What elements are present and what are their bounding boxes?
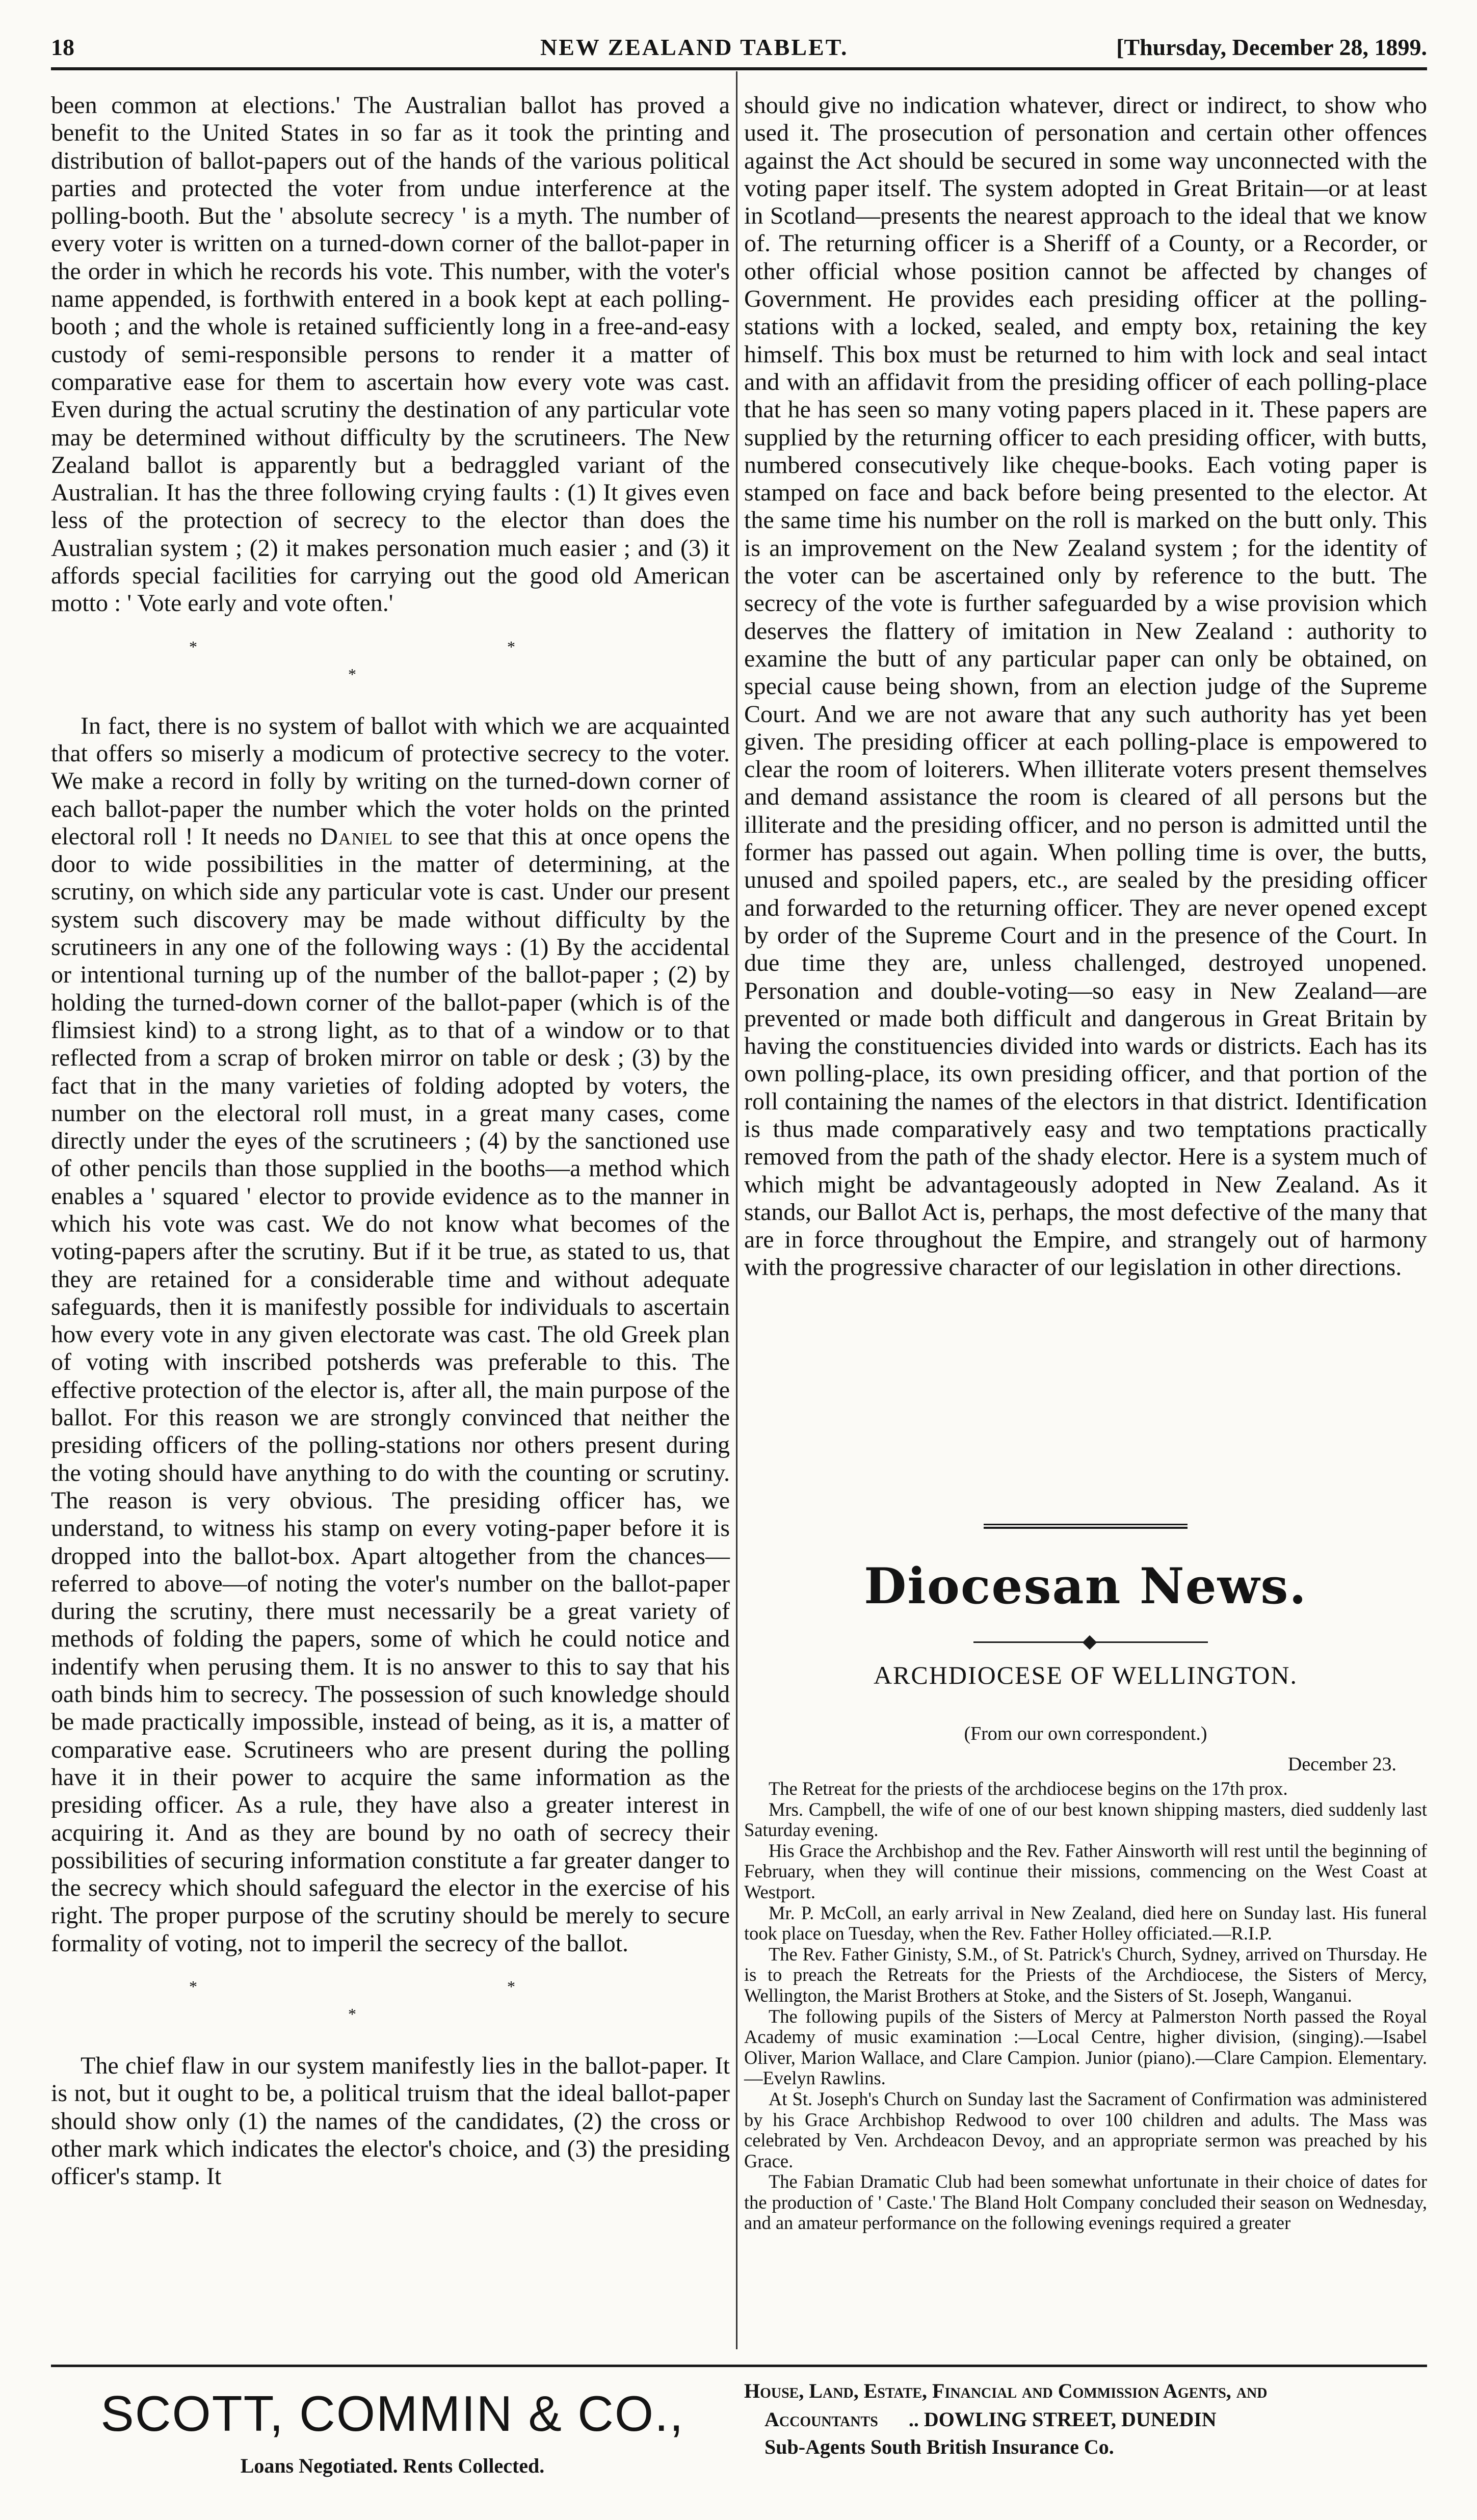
diamond-ornament-icon [1083, 1635, 1097, 1650]
paragraph-2-rest: to see that this at once opens the door to wide possibilities in the matter of determining, at the scrutiny, on which side any particular vote is cast. Under our present system such discovery may be made without difficulty by the scrutineers in any one of the following ways : (1) By the accidental or intentional turning up of the number of the ballot-paper ; (2) by holding the turned-down corner of the ballot-paper (which is of the flimsiest kind) to a strong light, as to that of a window or to that reflected from a scrap of broken mirror on table or desk ; (3) by the fact that in the many varieties of folding adopted by voters, the number on the electoral roll must, in a great many cases, come directly under the eyes of the scrutineers ; (4) by the sanctioned use of other pencils than those supplied in the booths—a method which enables a ' squared ' elector to provide evidence as to the manner in which his vote was cast. We do not know what becomes of the voting-papers after the scrutiny. But if it be true, as stated to us, that they are retained for a considerable time and without adequate safeguards, then it is manifestly possible for individuals to ascertain how every vote in any given electorate was cast. The old Greek plan of voting with inscribed potsherds was preferable to this. The effective protection of the elector is, after all, the main purpose of the ballot. For this reason we are strongly convinced that neither the presiding officers of the polling-stations nor others present during the voting should have anything to do with the counting or scrutiny. The reason is very obvious. The presiding officer has, we understand, to witness his stamp on every voting-paper before it is dropped into the ballot-box. Apart altogether from the chances—referred to above—of noting the voter's number on the ballot-paper during the scrutiny, there must necessarily be a great variety of methods of folding the papers, some of which he could notice and indentify when perusing them. It is no answer to this to say that his oath binds him to secrecy. The possession of such knowledge should be made practically impossible, instead of being, as it is, a matter of comparative ease. Scrutineers who are present during the polling have it in their power to acquire the same information as the presiding officer. As a rule, they have also a greater interest in acquiring it. And as they are bound by no oath of secrecy their possibilities of securing information constitute a far greater danger to the secrecy which should safeguard the elector in the exercise of his right. The proper purpose of the scrutiny should be merely to secure formality of voting, not to imperil the secrecy of the ballot. [51, 823, 730, 1957]
advertiser-tagline: Loans Negotiated. Rents Collected. [240, 2454, 545, 2477]
editorial-paragraph-2 [51, 712, 730, 1957]
correspondent-line: (From our own correspondent.) [964, 1723, 1207, 1744]
accountants-label: Accountants [764, 2408, 878, 2431]
advertiser-name: SCOTT, COMMIN & CO., [100, 2385, 684, 2442]
page-number: 18 [51, 34, 74, 60]
news-item: The following pupils of the Sisters of Mercy at Palmerston North passed the Royal Academy of music examination :—Local Centre, higher division, (singing).—Isabel Oliver, Marion Wallace, and Clare Campion. Junior (piano).—Clare Campion. Elementary.—Evelyn Rawlins. [744, 2005, 1427, 2089]
editorial-paragraph-3: The chief flaw in our system manifestly lies in the ballot-paper. It is not, but it ought to be, a political truism that the ideal ballot-paper should show only (1) the names of the candidates, (2) the cross or other mark which indicates the elector's choice, and (3) the presiding officer's stamp. It [51, 2052, 730, 2190]
page-header [51, 26, 1427, 66]
diocesan-news-items [744, 1779, 1427, 2234]
archdiocese-heading: ARCHDIOCESE OF WELLINGTON. [873, 1661, 1298, 1689]
editorial-paragraph-continued: should give no indication whatever, direct or indirect, to show who used it. The prosecution of personation and certain other offences against the Act should be secured in some way unconnected with the voting paper itself. The system adopted in Great Britain—or at least in Scotland—presents the nearest approach to the ideal that we know of. The returning officer is a Sheriff of a County, or a Recorder, or other official whose position cannot be affected by changes of Government. He provides each presiding officer at the polling-stations with a locked, sealed, and empty box, retaining the key himself. This box must be returned to him with lock and seal intact and with an affidavit from the presiding officer of each polling-place that he has seen so many voting papers placed in it. These papers are supplied by the returning officer to each presiding officer, with butts, numbered consecutively like cheque-books. Each voting paper is stamped on face and back before being presented to the elector. At the same time his number on the roll is marked on the butt only. This is an improvement on the New Zealand system ; for the identity of the voter can be ascertained only by reference to the butt. The secrecy of the vote is further safeguarded by a wise provision which deserves the flattery of imitation in New Zealand : authority to examine the butt of any particular paper can only be obtained, on special cause being shown, from an election judge of the Supreme Court. And we are not aware that any such authority has yet been given. The presiding officer at each polling-place is empowered to clear the room of loiterers. When illiterate voters present themselves and demand assistance the room is cleared of all persons but the illiterate and the presiding officer, and no person is admitted until the former has passed out again. When polling time is over, the butts, unused and spoiled papers, etc., are sealed by the presiding officer and forwarded to the returning officer. They are never opened except by order of the Supreme Court and in the presence of the Court. In due time they are, unless challenged, destroyed unopened. Personation and double-voting—so easy in New Zealand—are prevented or made both difficult and dangerous in Great Britain by having the constituencies divided into wards or districts. Each has its own polling-place, its own presiding officer, and that portion of the roll containing the names of the electors in that district. Identification is thus made comparatively easy and two temptations practically removed from the path of the shady elector. Here is a system much of which might be advantageously adopted in New Zealand. As it stands, our Ballot Act is, perhaps, the most defective of the many that are in force throughout the Empire, and strangely out of harmony with the progressive character of our legislation in other directions. [744, 92, 1427, 1281]
column-divider [736, 71, 737, 2349]
news-item: Mr. P. McColl, an early arrival in New Zealand, died here on Sunday last. His funeral took place on Tuesday, when the Rev. Father Holley officiated.—R.I.P. [744, 1902, 1427, 1944]
advert-address-line [764, 2407, 1427, 2431]
news-item: Mrs. Campbell, the wife of one of our best known shipping masters, died suddenly last Saturday evening. [744, 1798, 1427, 1841]
editorial-paragraph-1: been common at elections.' The Australian ballot has proved a benefit to the United States in so far as it took the printing and distribution of ballot-papers out of the hands of the various political parties and protected the voter from undue interference at the polling-booth. But the ' absolute secrecy ' is a myth. The number of every voter is written on a turned-down corner of the ballot-paper in the order in which he records his vote. This number, with the voter's name appended, is forthwith entered in a book kept at each polling-booth ; and the whole is retained sufficiently long in a free-and-easy custody of semi-responsible persons to render it a matter of comparative ease for them to ascertain how every vote was cast. Even during the actual scrutiny the destination of any particular vote may be determined without difficulty by the scrutineers. The New Zealand ballot is apparently but a bedraggled variant of the Australian. It has the three following crying faults : (1) It gives even less of the protection of secrecy to the elector than does the Australian system ; (2) it makes personation much easier ; and (3) it affords special facilities for carrying out the good old American motto : ' Vote early and vote often.' [51, 92, 730, 617]
ornamental-rule [973, 1635, 1208, 1650]
editorial-left-column [51, 92, 730, 2190]
footer-rule [51, 2365, 1427, 2367]
news-item: His Grace the Archbishop and the Rev. Father Ainsworth will rest until the beginning of February, when they will continue their missions, commencing on the West Coast at Westport. [744, 1840, 1427, 1902]
paragraph-2-start: In fact, there is no system of ballot with which we are acquainted that offers so miserly a modicum of protective secrecy to the voter. We make a record in folly by writing on the turned-down corner of each ballot-paper the number which the voter holds on the printed electoral roll ! It needs no [51, 712, 730, 850]
daniel-name: Daniel [320, 823, 393, 850]
section-end-rule [984, 1524, 1188, 1529]
news-item: The Fabian Dramatic Club had been somewhat unfortunate in their choice of dates for the production of ' Caste.' The Bland Holt Company concluded their season on Wednesday, and an amateur performance on the following evenings required a greater [744, 2171, 1427, 2234]
news-item: The Retreat for the priests of the archdiocese begins on the 17th prox. [769, 1778, 1288, 1799]
news-date: December 23. [1287, 1754, 1396, 1775]
advert-insurance-line: Sub-Agents South British Insurance Co. [764, 2435, 1114, 2458]
editorial-right-column [744, 92, 1427, 1282]
section-separator-1: * * * [189, 637, 668, 683]
header-rule [51, 67, 1427, 70]
masthead: NEW ZEALAND TABLET. [540, 34, 849, 60]
section-separator-2: * * * [189, 1977, 668, 2023]
issue-date: [Thursday, December 28, 1899. [1116, 34, 1427, 60]
news-item: At St. Joseph's Church on Sunday last the Sacrament of Confirmation was administered by his Grace Archbishop Redwood to over 100 children and adults. The Mass was celebrated by Ven. Archdeacon Devoy, and an appropriate sermon was preached by his Grace. [744, 2088, 1427, 2171]
street-address: .. DOWLING STREET, DUNEDIN [908, 2408, 1217, 2431]
diocesan-news-title: Diocesan News. [864, 1557, 1307, 1615]
news-item: The Rev. Father Ginisty, S.M., of St. Patrick's Church, Sydney, arrived on Thursday. He is to preach the Retreats for the Priests of the Archdiocese, the Sisters of Mercy, Wellington, the Marist Brothers at Stoke, and the Sisters of St. Joseph, Wanganui. [744, 1943, 1427, 2006]
advert-services-line: House, Land, Estate, Financial and Commission Agents, and [744, 2379, 1268, 2402]
